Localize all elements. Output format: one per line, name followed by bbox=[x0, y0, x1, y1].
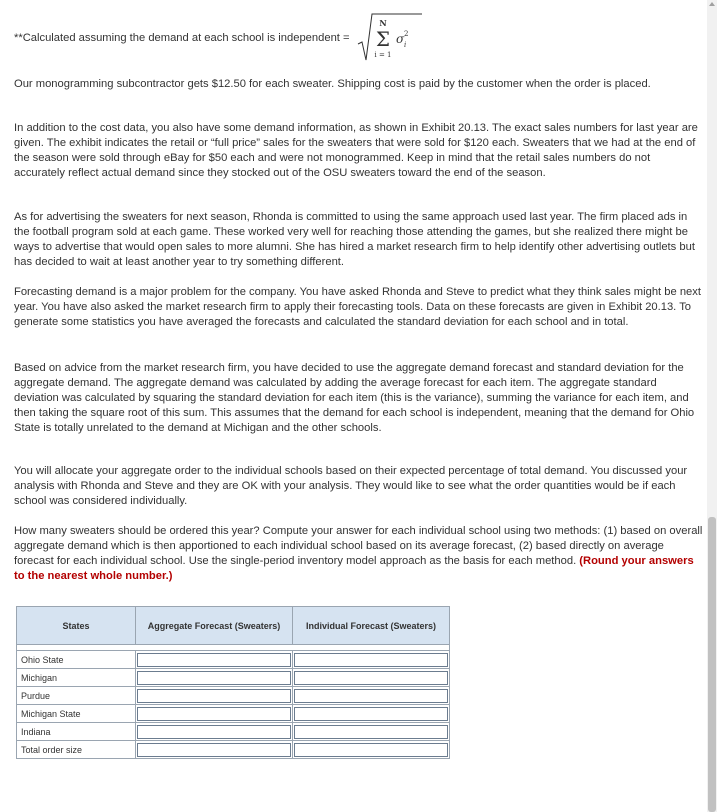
table-row bbox=[17, 705, 450, 723]
footnote-line bbox=[14, 10, 424, 66]
individual-input-indiana[interactable] bbox=[294, 725, 448, 739]
row-label-ohio-state: Ohio State bbox=[17, 651, 136, 669]
paragraph-advertising: As for advertising the sweaters for next season, Rhonda is committed to using the same approach used last year. The firm placed ads in the football program sold at each game. These worked very well for reaching those attending the games, but she realized there might be ways to advertise that would open sales to more alumni. She has hired a market research firm to help identify other advertising outlets but has decided to wait at least another year to try something different. bbox=[14, 211, 695, 268]
footnote-text: **Calculated assuming the demand at each school is independent = bbox=[14, 32, 350, 44]
sqrt-sum-formula bbox=[356, 10, 424, 66]
rounding-instruction: (Round your answers to the nearest whole number.) bbox=[14, 554, 694, 582]
scroll-up-icon[interactable] bbox=[709, 2, 715, 6]
aggregate-input-total[interactable] bbox=[137, 743, 291, 757]
table-row bbox=[17, 669, 450, 687]
header-individual-forecast: Individual Forecast (Sweaters) bbox=[293, 607, 450, 645]
individual-input-michigan-state[interactable] bbox=[294, 707, 448, 721]
aggregate-input-indiana[interactable] bbox=[137, 725, 291, 739]
header-states: States bbox=[17, 607, 136, 645]
row-label-michigan: Michigan bbox=[17, 669, 136, 687]
paragraph-monogramming: Our monogramming subcontractor gets $12.50 for each sweater. Shipping cost is paid by the customer when the order is placed. bbox=[14, 78, 651, 90]
aggregate-input-ohio-state[interactable] bbox=[137, 653, 291, 667]
row-label-indiana: Indiana bbox=[17, 723, 136, 741]
formula-subscript: i bbox=[403, 41, 406, 49]
header-aggregate-forecast: Aggregate Forecast (Sweaters) bbox=[136, 607, 293, 645]
row-label-purdue: Purdue bbox=[17, 687, 136, 705]
aggregate-input-michigan[interactable] bbox=[137, 671, 291, 685]
aggregate-input-purdue[interactable] bbox=[137, 689, 291, 703]
table-row bbox=[17, 651, 450, 669]
table-row bbox=[17, 687, 450, 705]
paragraph-allocation: You will allocate your aggregate order to the individual schools based on their expected percentage of total demand. You discussed your analysis with Rhonda and Steve and they are OK with your analysis. They would like to see what the order quantities would be if each school was considered individually. bbox=[14, 465, 688, 507]
individual-input-total[interactable] bbox=[294, 743, 448, 757]
paragraph-aggregate: Based on advice from the market research firm, you have decided to use the aggregate demand forecast and standard deviation for the aggregate demand. The aggregate demand was calculated by adding the average forecast for each item. The aggregate standard deviation was calculated by squaring the standard deviation for each item (this is the variance), summing the variance for each item, and then taking the square root of this sum. This assumes that the demand for each school is independent, meaning that the demand for Ohio State is totally unrelated to the demand at Michigan and the other schools. bbox=[14, 362, 695, 434]
individual-input-ohio-state[interactable] bbox=[294, 653, 448, 667]
aggregate-input-michigan-state[interactable] bbox=[137, 707, 291, 721]
row-label-michigan-state: Michigan State bbox=[17, 705, 136, 723]
paragraph-demand-info: In addition to the cost data, you also have some demand information, as shown in Exhibit 20.13. The exact sales numbers for last year are given. The exhibit indicates the retail or “full price” sales for the sweaters that were sold for $120 each. Sweaters that we had at the end of the season were sold through eBay for $50 each and were not monogrammed. Keep in mind that the retail sales numbers do not accurately reflect actual demand since they stocked out of the OSU sweaters toward the end of the season. bbox=[14, 122, 698, 179]
formula-sigma-term: σ bbox=[395, 32, 404, 46]
scrollbar-thumb[interactable] bbox=[708, 517, 716, 812]
paragraph-forecasting: Forecasting demand is a major problem for the company. You have asked Rhonda and Steve to predict what they think sales might be next year. You have also asked the market research firm to apply their forecasting tools. Data on these forecasts are given in Exhibit 20.13. To generate some statistics you have averaged the forecasts and calculated the standard deviation for each school and in total. bbox=[14, 286, 701, 328]
formula-exponent: 2 bbox=[403, 30, 409, 38]
formula-sigma: Σ bbox=[375, 27, 390, 51]
individual-input-purdue[interactable] bbox=[294, 689, 448, 703]
question-text bbox=[14, 524, 704, 584]
table-header-row bbox=[17, 607, 450, 645]
table-row bbox=[17, 741, 450, 759]
individual-input-michigan[interactable] bbox=[294, 671, 448, 685]
question-body: How many sweaters should be ordered this year? Compute your answer for each individual school using two methods: (1) based on overall aggregate demand which is then apportioned to each individual school based on its average forecast, (2) based directly on average forecast for each individual school. Use the single-period inventory model approach as the basis for each method. bbox=[14, 525, 703, 567]
answer-table bbox=[16, 606, 450, 759]
table-row bbox=[17, 723, 450, 741]
formula-lower-limit: i = 1 bbox=[374, 51, 392, 59]
row-label-total-order-size: Total order size bbox=[17, 741, 136, 759]
vertical-scrollbar[interactable] bbox=[707, 0, 717, 812]
formula-upper-limit: N bbox=[378, 18, 387, 28]
